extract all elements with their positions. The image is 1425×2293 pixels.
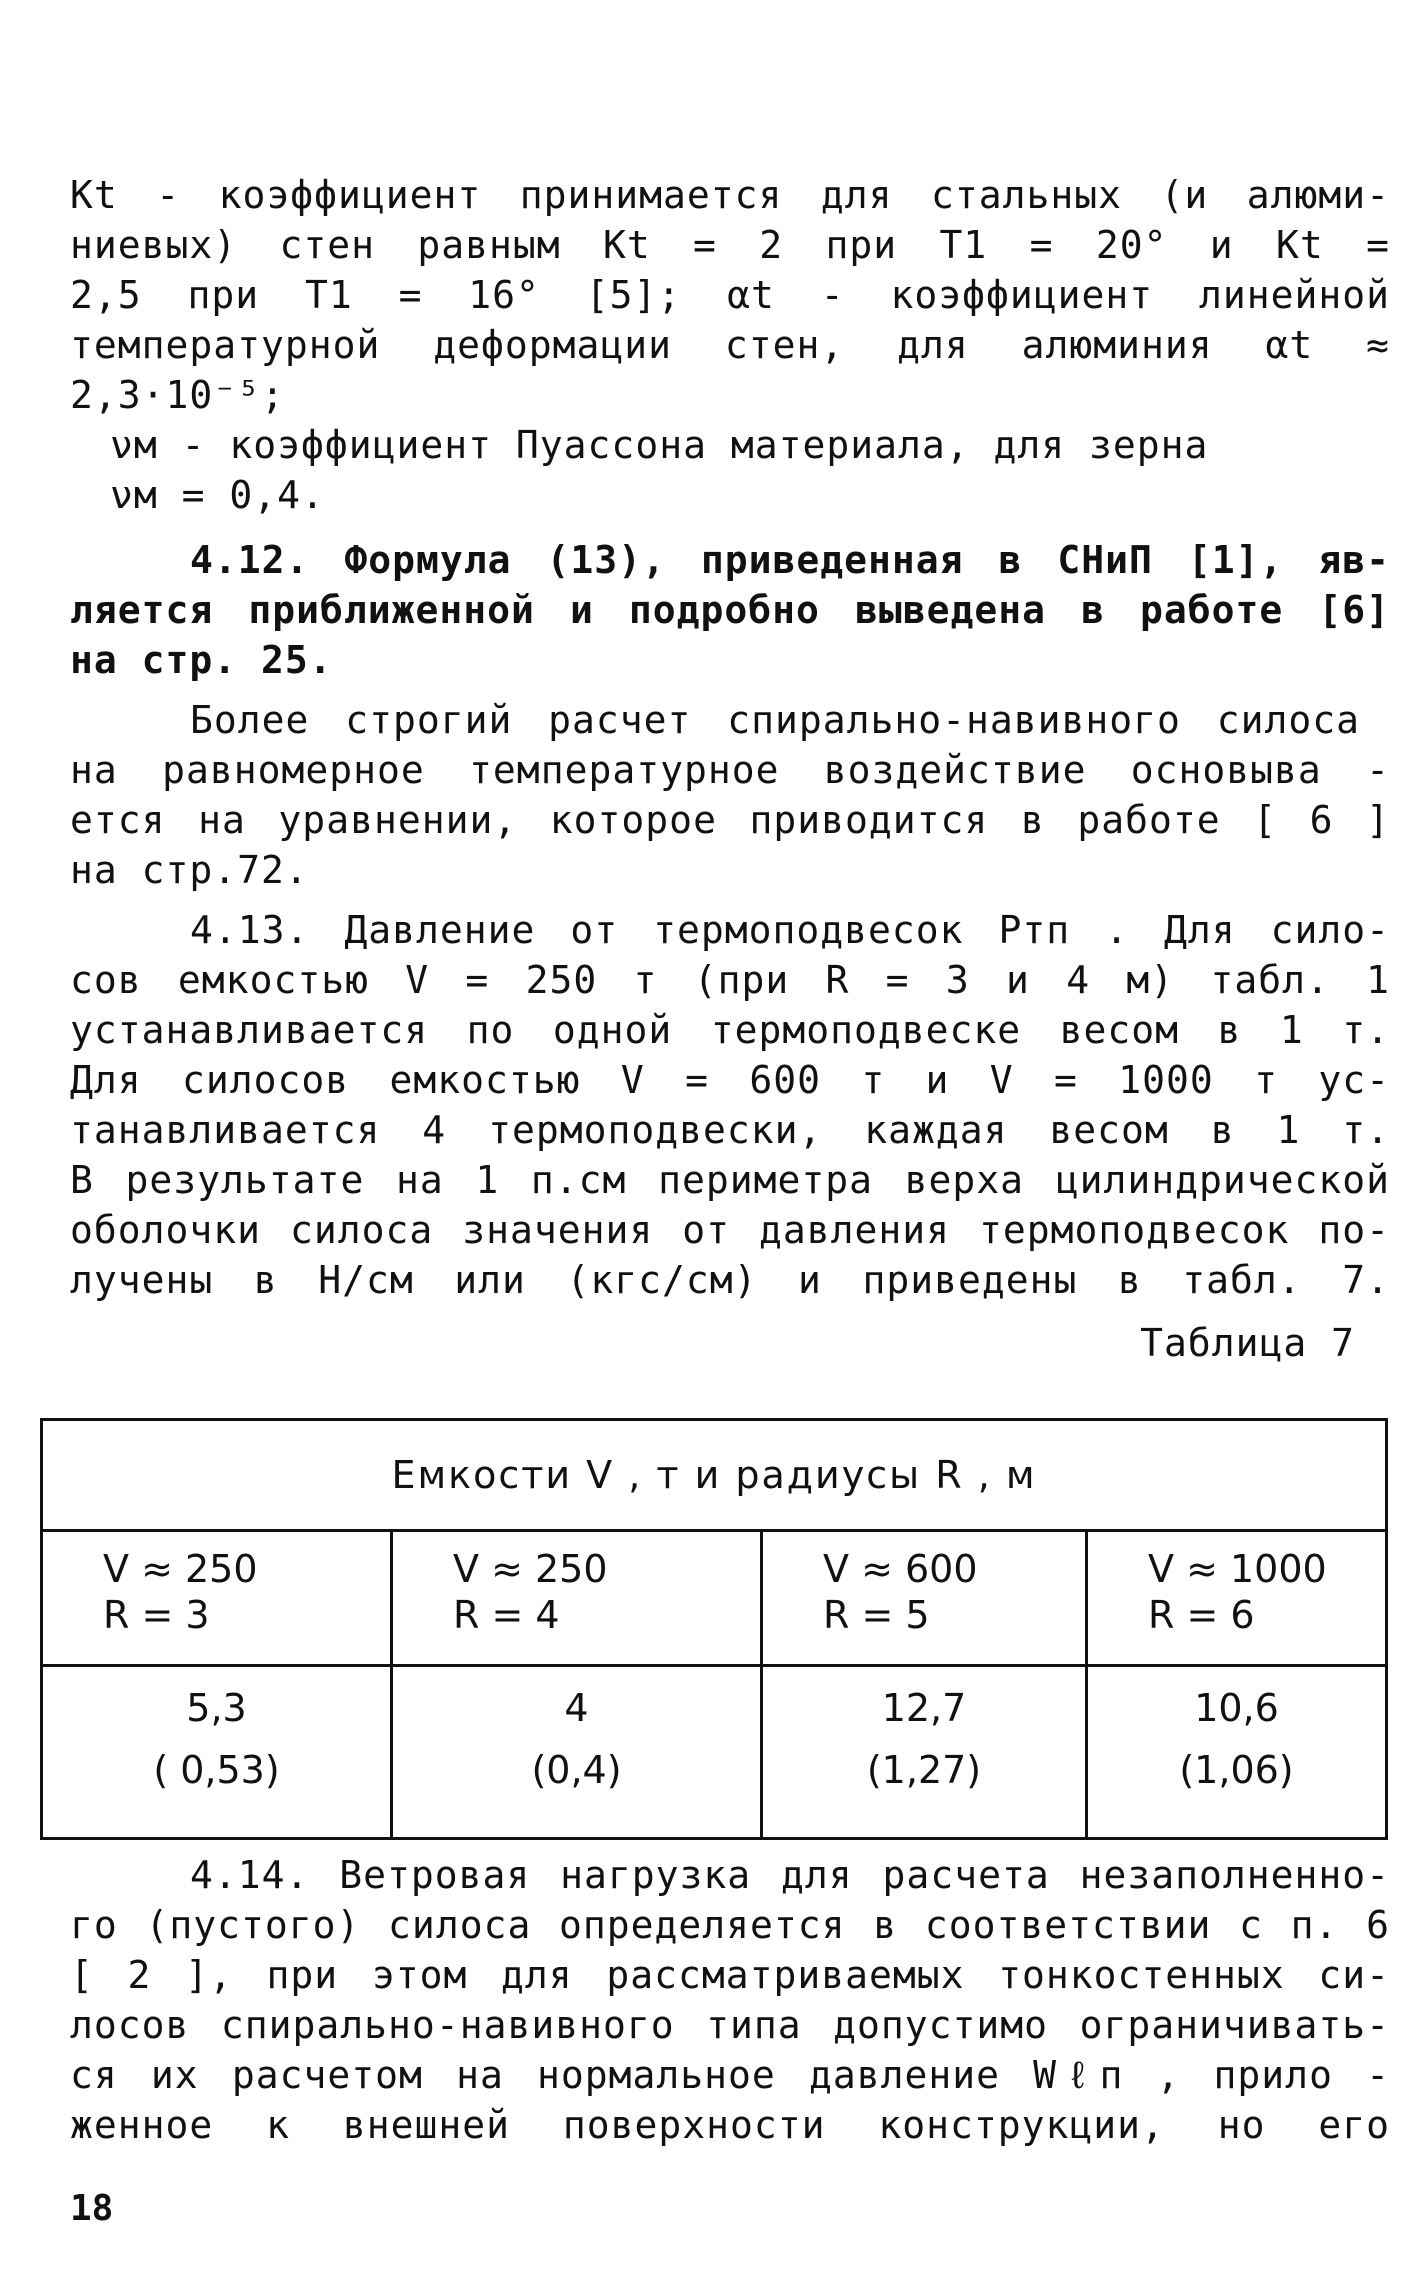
table-cell (392, 1666, 762, 1839)
section-4-13-line: устанавливается по одной термоподвеске весом в 1 т. (70, 1008, 1390, 1052)
paragraph-line: на стр.72. (70, 848, 309, 892)
pressure-value-alt: (1,27) (866, 1748, 982, 1792)
pressure-value-alt: (1,06) (1179, 1748, 1294, 1792)
section-4-14-line: женное к внешней поверхности конструкции, но его (70, 2103, 1390, 2147)
text-line: ниевых) стен равным Kt = 2 при T1 = 20° и Kt = (70, 223, 1390, 267)
text-line: νм = 0,4. (110, 473, 325, 517)
text-line: температурной деформации стен, для алюминия αt ≈ (70, 323, 1390, 367)
pressure-value-alt: ( 0,53) (153, 1748, 280, 1792)
section-4-13-line: танавливается 4 термоподвески, каждая весом в 1 т. (70, 1108, 1390, 1152)
section-4-14-line: го (пустого) силоса определяется в соответствии с п. 6 (70, 1903, 1390, 1947)
table-cell (1087, 1531, 1387, 1666)
section-4-12-line: на стр. 25. (70, 638, 333, 682)
radius-label: R = 3 (103, 1593, 210, 1637)
page-number: 18 (70, 2188, 114, 2229)
section-4-13-line: лучены в Н/см или (кгс/см) и приведены в табл. 7. (70, 1258, 1390, 1302)
table-row (42, 1531, 1387, 1666)
capacity-label: V ≈ 250 (103, 1547, 258, 1591)
table-cell (762, 1666, 1087, 1839)
paragraph-line: Более строгий расчет спирально-навивного силоса (190, 698, 1360, 742)
section-4-13-line: оболочки силоса значения от давления термоподвесок по- (70, 1208, 1390, 1252)
radius-label: R = 6 (1148, 1593, 1255, 1637)
table-caption: Таблица 7 (1140, 1321, 1355, 1365)
text-line: 2,3·10⁻⁵; (70, 373, 285, 417)
paragraph-line: на равномерное температурное воздействие основыва - (70, 748, 1390, 792)
capacity-label: V ≈ 250 (453, 1547, 608, 1591)
section-4-14-line: [ 2 ], при этом для рассматриваемых тонкостенных си- (70, 1953, 1390, 1997)
table-cell (42, 1666, 392, 1839)
radius-label: R = 4 (453, 1593, 560, 1637)
text-line: νм - коэффициент Пуассона материала, для зерна (110, 423, 1209, 467)
capacity-label: V ≈ 600 (823, 1547, 978, 1591)
table-cell (762, 1531, 1087, 1666)
table-cell (42, 1531, 392, 1666)
radius-label: R = 5 (823, 1593, 930, 1637)
section-4-12-line: 4.12. Формула (13), приведенная в СНиП [1], яв- (190, 538, 1390, 582)
paragraph-line: ется на уравнении, которое приводится в работе [ 6 ] (70, 798, 1390, 842)
pressure-value: 5,3 (186, 1686, 247, 1730)
text-line: Kt - коэффициент принимается для стальных (и алюми- (70, 173, 1390, 217)
pressure-value: 10,6 (1194, 1686, 1279, 1730)
table-header-row (42, 1420, 1387, 1531)
section-4-13-line: В результате на 1 п.см периметра верха цилиндрической (70, 1158, 1390, 1202)
section-4-14-line: ся их расчетом на нормальное давление Wℓп , прило - (70, 2053, 1390, 2097)
table-header-cell: Емкости V , т и радиусы R , м (42, 1420, 1387, 1531)
section-4-14-line: лосов спирально-навивного типа допустимо ограничивать- (70, 2003, 1390, 2047)
section-4-12-line: ляется приближенной и подробно выведена в работе [6] (70, 588, 1390, 632)
data-table (40, 1418, 1388, 1840)
section-4-13-line: Для силосов емкостью V = 600 т и V = 1000 т ус- (70, 1058, 1390, 1102)
section-4-13-line: 4.13. Давление от термоподвесок Pтп . Для сило- (190, 908, 1390, 952)
text-line: 2,5 при T1 = 16° [5]; αt - коэффициент линейной (70, 273, 1390, 317)
table-cell (392, 1531, 762, 1666)
table-cell (1087, 1666, 1387, 1839)
table-row (42, 1666, 1387, 1839)
pressure-value-alt: (0,4) (531, 1748, 622, 1792)
section-4-13-line: сов емкостью V = 250 т (при R = 3 и 4 м) табл. 1 (70, 958, 1390, 1002)
section-4-14-line: 4.14. Ветровая нагрузка для расчета незаполненно- (190, 1853, 1390, 1897)
capacity-label: V ≈ 1000 (1148, 1547, 1327, 1591)
pressure-value: 12,7 (881, 1686, 967, 1730)
pressure-value: 4 (564, 1686, 589, 1730)
